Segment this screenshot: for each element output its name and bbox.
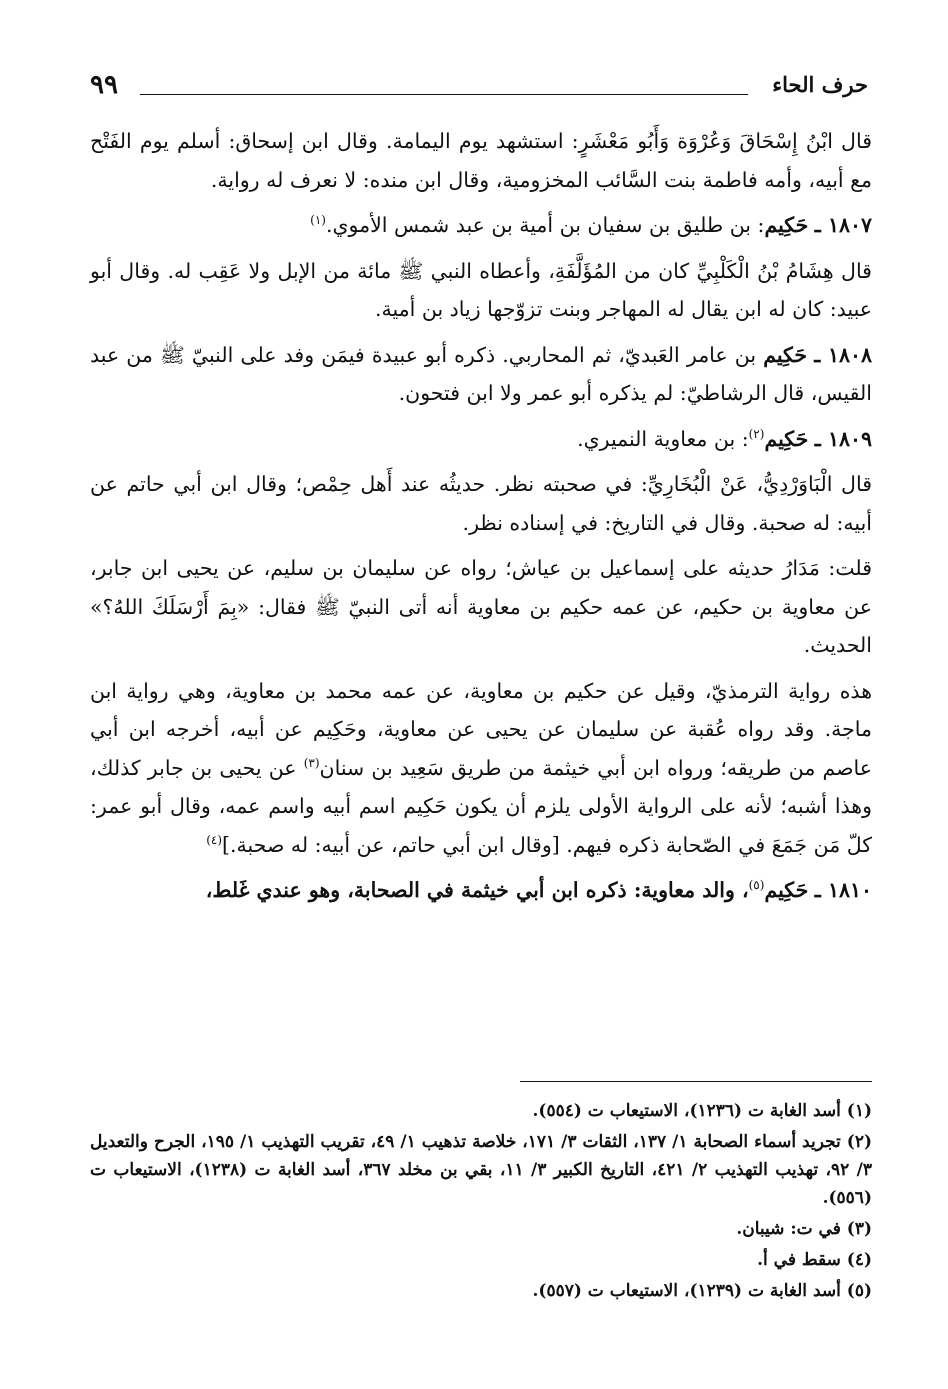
paragraph [90, 672, 872, 865]
footnotes [90, 1097, 872, 1308]
footnote-ref[interactable]: (٢) [748, 426, 765, 441]
entry-text: ، والد معاوية: ذكره ابن أبي خيثمة في الصحابة، وهو عندي غَلط، [205, 878, 749, 902]
page-number: ٩٩ [90, 70, 118, 100]
page-header [90, 70, 868, 110]
entry-1810 [90, 871, 872, 910]
entry-1807 [90, 206, 872, 245]
footnote-separator [520, 1081, 872, 1082]
footnote-ref[interactable]: (١) [310, 213, 326, 228]
entry-number: ١٨٠٩ ـ [814, 426, 872, 451]
paragraph: قلت: مَدَارُ حديثه على إسماعيل بن عياش؛ رواه عن سليمان بن سليم، عن يحيى ابن جابر، عن معاوية بن حكيم، عن عمه حكيم بن معاوية أنه أتى النبيّ ﷺ فقال: «بِمَ أَرْسَلَكَ اللهُ؟» الحديث. [90, 556, 872, 657]
entry-name: حَكِيم [764, 426, 809, 451]
footnote-ref[interactable]: (٣) [303, 755, 320, 770]
footnote: (٣) في ت: شيبان. [736, 1219, 872, 1239]
paragraph-text: هذه رواية الترمذيّ، وقيل عن حكيم بن معاوية، عن عمه محمد بن معاوية، وهي رواية ابن ماجة. وقد رواه عُقبة عن سليمان عن يحيى عن معاوية، وحَكِيم عن أبيه، أخرجه ابن أبي عاصم من طريقه؛ ورواه ابن أبي خيثمة من طريق سَعِيد بن سنان [90, 678, 872, 780]
entry-number: ١٨١٠ ـ [814, 878, 872, 902]
running-title: حرف الحاء [772, 72, 868, 97]
paragraph: قال هِشَامُ بْنُ الْكَلْبِيِّ كان من المُؤَلَّفَةِ، وأعطاه النبي ﷺ مائة من الإبل ولا عَقِب له. وقال أبو عبيد: كان له ابن يقال له المهاجر وبنت تزوّجها زياد بن أمية. [90, 258, 872, 321]
paragraph: قال ابْنُ إِسْحَاقَ وَعُرْوَة وَأَبُو مَعْشَرٍ: استشهد يوم اليمامة. وقال ابن إسحاق: أسلم يوم الفَتْح مع أبيه، وأمه فاطمة بنت السَّائب المخزومية، وقال ابن منده: لا نعرف له رواية. [90, 129, 872, 192]
entry-text: : بن معاوية النميري. [577, 426, 749, 451]
footnote-ref[interactable]: (٤) [206, 832, 223, 847]
footnote: (١) أسد الغابة ت (١٢٣٦)، الاستيعاب ت (٥٥٤). [532, 1101, 872, 1121]
entry-name: حَكِيم [764, 878, 809, 902]
main-text [90, 122, 872, 917]
entry-text: : بن طليق بن سفيان بن أمية بن عبد شمس الأموي. [325, 213, 765, 237]
entry-text: بن عامر العَبديّ، ثم المحاربي. ذكره أبو عبيدة فيمَن وفد على النبيّ ﷺ من عبد القيس، قال الرشاطيّ: لم يذكره أبو عمر ولا ابن فتحون. [90, 342, 872, 405]
footnote: (٢) تجريد أسماء الصحابة ١/ ١٣٧، الثقات ٣/ ١٧١، خلاصة تذهيب ١/ ٤٩، تقريب التهذيب ١/ ١٩٥، الجرح والتعديل ٣/ ٩٢، تهذيب التهذيب ٢/ ٤٢١، التاريخ الكبير ٣/ ١١، بقي بن مخلد ٣٦٧، أسد الغابة ت (١٢٣٨)، الاستيعاب ت (٥٥٦). [90, 1132, 872, 1208]
entry-number: ١٨٠٧ ـ [814, 213, 872, 237]
entry-1808 [90, 336, 872, 413]
entry-1809 [90, 420, 872, 459]
footnote: (٥) أسد الغابة ت (١٢٣٩)، الاستيعاب ت (٥٥٧). [532, 1281, 872, 1301]
paragraph: قال الْبَاوَرْدِيُّ، عَنْ الْبُخَارِيِّ: في صحبته نظر. حديثُه عند أَهل حِمْص؛ وقال ابن أبي حاتم عن أبيه: له صحبة. وقال في التاريخ: في إسناده نظر. [90, 472, 872, 535]
header-rule [140, 94, 748, 95]
entry-name: حَكِيم [763, 342, 808, 367]
entry-number: ١٨٠٨ ـ [814, 342, 872, 367]
entry-name: حَكِيم [764, 213, 809, 237]
footnote-ref[interactable]: (٥) [748, 878, 765, 893]
paragraph-text: عن يحيى بن جابر كذلك، وهذا أشبه؛ لأنه على الرواية الأولى يلزم أن يكون حَكِيم اسم أبيه واسم عمه، وقال أبو عمر: كلّ مَن جَمَعَ في الصّحابة ذكره فيهم. [وقال ابن أبي حاتم، عن أبيه: له صحبة.] [90, 755, 872, 857]
footnote: (٤) سقط في أ. [757, 1250, 872, 1270]
